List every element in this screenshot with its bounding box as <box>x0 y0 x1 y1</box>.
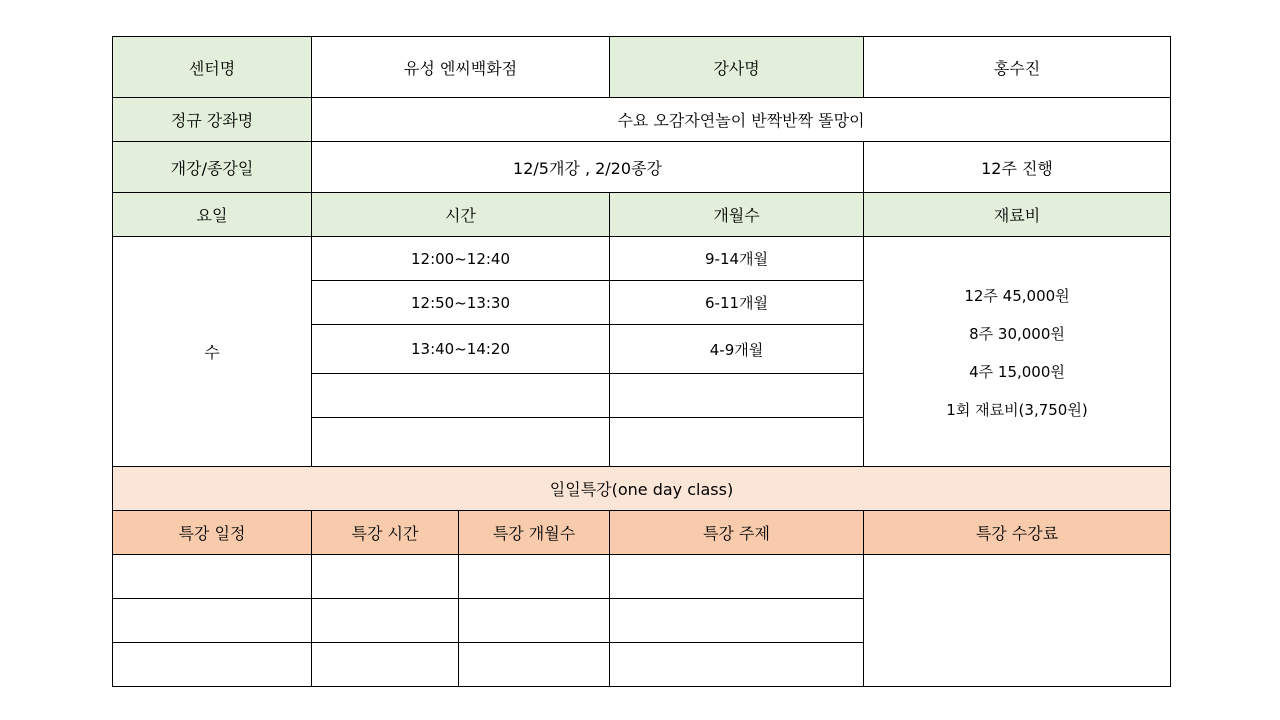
special-topic-cell <box>610 599 864 643</box>
months-slot-2: 6-11개월 <box>610 281 864 325</box>
special-months-cell <box>459 555 610 599</box>
special-fee-cell <box>864 555 1171 687</box>
time-slot-3: 13:40~14:20 <box>312 325 610 374</box>
special-topic-cell <box>610 555 864 599</box>
months-slot-4 <box>610 374 864 418</box>
course-name-value: 수요 오감자연놀이 반짝반짝 똘망이 <box>312 98 1171 142</box>
months-slot-1: 9-14개월 <box>610 237 864 281</box>
special-months-cell <box>459 643 610 687</box>
day-value: 수 <box>113 237 312 467</box>
fee-header: 재료비 <box>864 193 1171 237</box>
special-date-cell <box>113 599 312 643</box>
special-topic-cell <box>610 643 864 687</box>
time-header: 시간 <box>312 193 610 237</box>
fee-8-weeks: 8주 30,000원 <box>969 325 1065 343</box>
special-time-cell <box>312 599 459 643</box>
time-slot-5 <box>312 418 610 467</box>
class-info-table <box>112 36 1171 687</box>
instructor-label: 강사명 <box>610 37 864 98</box>
period-label: 개강/종강일 <box>113 142 312 193</box>
special-time-cell <box>312 555 459 599</box>
months-header: 개월수 <box>610 193 864 237</box>
special-months-cell <box>459 599 610 643</box>
center-name-label: 센터명 <box>113 37 312 98</box>
special-months-header: 특강 개월수 <box>459 511 610 555</box>
special-class-title: 일일특강(one day class) <box>113 467 1171 511</box>
fee-cell <box>864 237 1171 467</box>
months-slot-5 <box>610 418 864 467</box>
instructor-value: 홍수진 <box>864 37 1171 98</box>
special-topic-header: 특강 주제 <box>610 511 864 555</box>
special-time-header: 특강 시간 <box>312 511 459 555</box>
fee-12-weeks: 12주 45,000원 <box>964 287 1070 305</box>
special-date-cell <box>113 643 312 687</box>
duration-value: 12주 진행 <box>864 142 1171 193</box>
time-slot-1: 12:00~12:40 <box>312 237 610 281</box>
time-slot-2: 12:50~13:30 <box>312 281 610 325</box>
special-time-cell <box>312 643 459 687</box>
special-date-header: 특강 일정 <box>113 511 312 555</box>
period-value: 12/5개강 , 2/20종강 <box>312 142 864 193</box>
course-name-label: 정규 강좌명 <box>113 98 312 142</box>
special-date-cell <box>113 555 312 599</box>
fee-4-weeks: 4주 15,000원 <box>969 363 1065 381</box>
months-slot-3: 4-9개월 <box>610 325 864 374</box>
special-fee-header: 특강 수강료 <box>864 511 1171 555</box>
fee-per-session: 1회 재료비(3,750원) <box>946 401 1088 419</box>
day-header: 요일 <box>113 193 312 237</box>
center-name-value: 유성 엔씨백화점 <box>312 37 610 98</box>
time-slot-4 <box>312 374 610 418</box>
